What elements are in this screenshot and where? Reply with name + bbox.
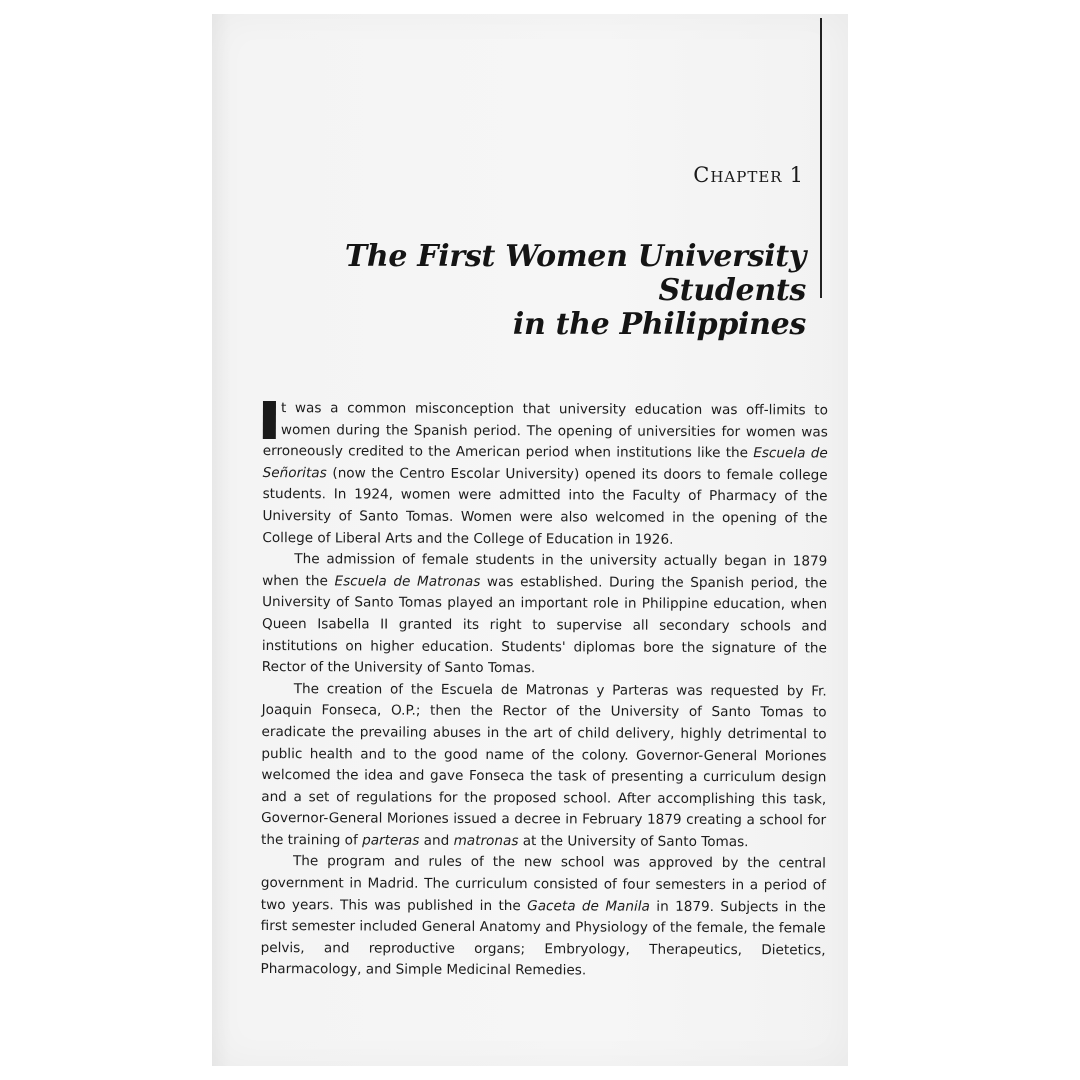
p2-emphasis-a: Escuela de Matronas bbox=[334, 573, 481, 590]
chapter-label-rest: HAPTER bbox=[710, 168, 783, 186]
drop-cap-block bbox=[263, 401, 276, 439]
p1-emphasis-a: Escuela de Señoritas bbox=[262, 445, 828, 482]
p3-text-c: at the University of Santo Tomas. bbox=[518, 832, 749, 850]
chapter-heading bbox=[693, 163, 804, 187]
paragraph-4 bbox=[260, 851, 826, 983]
p2-text-a: The admission of female students in the university actually began in 1879 when the bbox=[262, 551, 828, 590]
p3-text-a: The creation of the Escuela de Matronas y Parteras was requested by Fr. Joaquin Fonseca, O.P.; then the Rector of the University of Santo Tomas to eradicate the prevailing abuses in the art of child delivery, highly detrimental to public health and to the good name of the colony. Governor-General Moriones welcomed the idea and gave Fonseca the task of presenting a curriculum design and a set of regulations for the proposed school. After accomplishing this task, Governor-General Moriones issued a decree in February 1879 creating a school for the training of bbox=[261, 680, 827, 849]
p3-emphasis-b: matronas bbox=[453, 832, 519, 849]
chapter-title-line-2: in the Philippines bbox=[512, 307, 806, 342]
chapter-number: 1 bbox=[789, 163, 804, 187]
paragraph-3 bbox=[261, 679, 827, 854]
paragraph-2 bbox=[262, 549, 828, 681]
chapter-rule bbox=[820, 18, 822, 298]
p2-text-b: was established. During the Spanish period, the University of Santo Tomas played an important role in Philippine education, when Queen Isabella II granted its right to supervise all secondary schools and institutions on higher education. Students' diplomas bore the signature of the Rector of the University of Santo Tomas. bbox=[261, 573, 828, 677]
chapter-label-initial: C bbox=[693, 163, 711, 187]
p3-text-b: and bbox=[419, 832, 454, 849]
p3-emphasis-a: parteras bbox=[362, 832, 420, 849]
p1-text-a: t was a common misconception that university education was off-limits to women during the Spanish period. The opening of universities for women was erroneously credited to the American period when institutions like the bbox=[262, 400, 828, 462]
p4-emphasis-a: Gaceta de Manila bbox=[527, 897, 650, 915]
p4-text-b: in 1879. Subjects in the first semester included General Anatomy and Physiology of the female, the female pelvis, and reproductive organs; Embryology, Therapeutics, Dietetics, Pharmacology, and Simple Medicinal Remedies. bbox=[260, 898, 826, 979]
chapter-title bbox=[246, 240, 806, 342]
paragraph-1 bbox=[262, 398, 828, 552]
p4-text-a: The program and rules of the new school was approved by the central government in Madrid. The curriculum consisted of four semesters in a period of two years. This was published in the bbox=[260, 853, 827, 914]
chapter-title-line-1: The First Women University Students bbox=[344, 239, 806, 308]
p1-text-b: (now the Centro Escolar University) opened its doors to female college students. In 1924, women were admitted into the Faculty of Pharmacy of the University of Santo Tomas. Women were also welcomed in the opening of the College of Liberal Arts and the College of Education in 1926. bbox=[262, 465, 828, 548]
body-text bbox=[260, 398, 828, 983]
